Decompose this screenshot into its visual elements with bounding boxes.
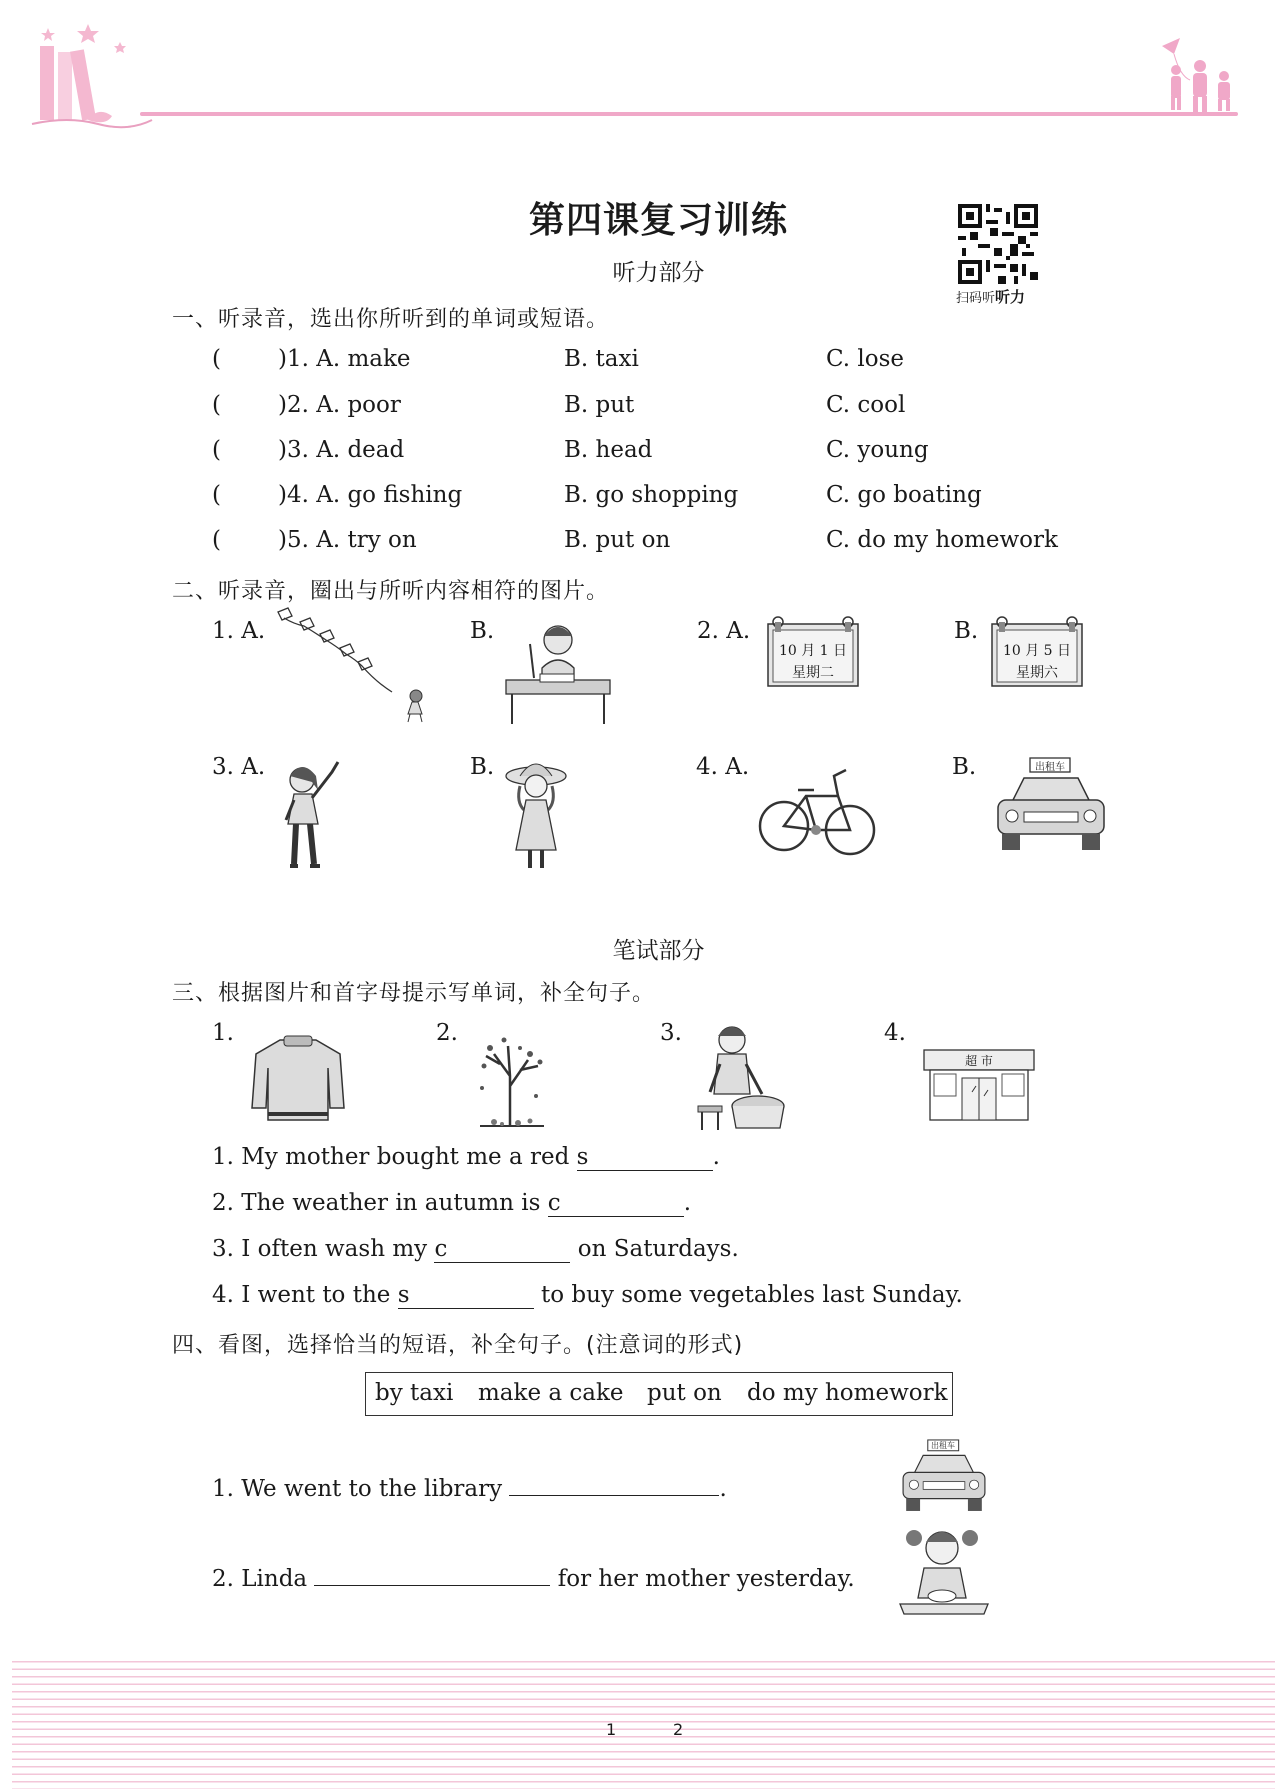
calendar-date: 10 月 5 日: [1002, 643, 1072, 659]
boy-washing-clothes-image: [696, 1020, 786, 1134]
calendar-weekday: 星期六: [1016, 665, 1058, 681]
option-a: )4. A. go fishing: [278, 482, 463, 508]
q2-option-a-label: 2. A.: [697, 618, 751, 644]
answer-paren[interactable]: (: [212, 527, 221, 553]
s3-sentence-1: [212, 1144, 720, 1171]
taxi-image[interactable]: [994, 756, 1108, 856]
listening-section-title: 听力部分: [612, 260, 705, 286]
phrase-option: make a cake: [478, 1380, 624, 1406]
sentence-text-end: .: [712, 1144, 720, 1170]
option-c: C. cool: [826, 392, 906, 418]
section1-item: [212, 527, 1112, 557]
hint-letter: c: [434, 1236, 448, 1262]
s3-pic-label: 3.: [660, 1020, 682, 1046]
autumn-tree-image: [470, 1026, 552, 1130]
qr-caption: [956, 286, 1025, 307]
header-kids-kite-decoration: [1160, 36, 1240, 116]
option-c: C. young: [826, 437, 929, 463]
sentence-text-end: to buy some vegetables last Sunday.: [533, 1282, 963, 1308]
s3-sentence-2: [212, 1190, 691, 1217]
writing-section-title: 笔试部分: [612, 938, 705, 964]
section2-heading: 二、听录音，圈出与所听内容相符的图片。: [172, 579, 610, 604]
sentence-text-end: .: [719, 1476, 727, 1502]
girl-putting-on-clothes-image[interactable]: [276, 756, 346, 880]
option-a: )5. A. try on: [278, 527, 417, 553]
sentence-text: 2. Linda: [212, 1566, 315, 1592]
girl-making-cake-image: [896, 1524, 992, 1620]
q4-option-b-label: B.: [952, 754, 977, 780]
answer-paren[interactable]: (: [212, 392, 221, 418]
s3-sentence-4: [212, 1282, 963, 1309]
supermarket-image: [922, 1048, 1036, 1122]
sentence-text-end: on Saturdays.: [570, 1236, 739, 1262]
section1-item: [212, 392, 1112, 422]
q2-option-b-label: B.: [954, 618, 979, 644]
answer-blank[interactable]: [434, 1236, 570, 1263]
answer-blank[interactable]: [509, 1475, 719, 1496]
option-a: )1. A. make: [278, 346, 411, 372]
sentence-text: 2. The weather in autumn is: [212, 1190, 548, 1216]
page-title: 第四课复习训练: [528, 199, 788, 241]
q3-option-a-label: 3. A.: [212, 754, 266, 780]
option-b: B. put on: [564, 527, 671, 553]
calendar-oct-1-image[interactable]: [764, 614, 862, 690]
hint-letter: s: [576, 1144, 589, 1170]
option-a: )3. A. dead: [278, 437, 405, 463]
sentence-text: 1. My mother bought me a red: [212, 1144, 577, 1170]
option-c: C. do my homework: [826, 527, 1058, 553]
hint-letter: s: [397, 1282, 410, 1308]
answer-paren[interactable]: (: [212, 346, 221, 372]
phrase-bank: [365, 1372, 953, 1416]
phrase-option: by taxi: [375, 1380, 454, 1406]
q3-option-b-label: B.: [470, 754, 495, 780]
calendar-oct-5-image[interactable]: [988, 614, 1086, 690]
footer-stripes: [12, 1655, 1275, 1789]
sentence-text: 4. I went to the: [212, 1282, 398, 1308]
taxi-sign: 出租车: [1035, 762, 1065, 773]
s4-sentence-1: [212, 1475, 727, 1502]
section1-item: [212, 482, 1112, 512]
s4-sentence-2: [212, 1565, 855, 1592]
answer-blank[interactable]: [577, 1144, 713, 1171]
header-logo-decoration: [28, 20, 154, 132]
option-a: )2. A. poor: [278, 392, 401, 418]
hint-letter: c: [547, 1190, 561, 1216]
q1-option-a-label: 1. A.: [212, 618, 266, 644]
s3-sentence-3: [212, 1236, 739, 1263]
taxi-small-image: [900, 1438, 988, 1516]
market-sign: 超 市: [965, 1054, 993, 1068]
sentence-text-end: for her mother yesterday.: [550, 1566, 855, 1592]
sweater-image: [250, 1034, 346, 1124]
option-c: C. lose: [826, 346, 905, 372]
sentence-text: 3. I often wash my: [212, 1236, 435, 1262]
header-rule: [140, 112, 1238, 116]
answer-blank[interactable]: [398, 1282, 534, 1309]
calendar-weekday: 星期二: [792, 665, 834, 681]
s3-pic-label: 2.: [436, 1020, 458, 1046]
taxi-sign: 出租车: [931, 1441, 955, 1450]
option-b: B. go shopping: [564, 482, 739, 508]
girl-doing-homework-image[interactable]: [500, 618, 616, 728]
page-number-right: 2: [673, 1720, 684, 1739]
calendar-date: 10 月 1 日: [778, 643, 848, 659]
phrase-option: do my homework: [747, 1380, 948, 1406]
section1-heading: 一、听录音，选出你所听到的单词或短语。: [172, 307, 610, 332]
phrase-option: put on: [647, 1380, 722, 1406]
section1-item: [212, 437, 1112, 467]
qr-code[interactable]: [958, 204, 1038, 284]
sentence-text: 1. We went to the library: [212, 1476, 510, 1502]
section4-heading: 四、看图，选择恰当的短语，补全句子。(注意词的形式): [172, 1333, 744, 1358]
section3-heading: 三、根据图片和首字母提示写单词，补全句子。: [172, 981, 656, 1006]
option-b: B. put: [564, 392, 635, 418]
option-b: B. taxi: [564, 346, 639, 372]
qr-caption-prefix: 扫码听: [956, 291, 996, 306]
option-c: C. go boating: [826, 482, 982, 508]
q4-option-a-label: 4. A.: [696, 754, 750, 780]
option-b: B. head: [564, 437, 653, 463]
s3-pic-label: 4.: [884, 1020, 906, 1046]
answer-paren[interactable]: (: [212, 437, 221, 463]
answer-blank[interactable]: [314, 1565, 550, 1586]
qr-caption-strong: 听力: [995, 288, 1026, 306]
bicycle-image[interactable]: [758, 756, 878, 864]
answer-paren[interactable]: (: [212, 482, 221, 508]
s3-pic-label: 1.: [212, 1020, 234, 1046]
kite-flying-image[interactable]: [270, 604, 430, 724]
answer-blank[interactable]: [548, 1190, 684, 1217]
section1-item: [212, 346, 1112, 376]
q1-option-b-label: B.: [470, 618, 495, 644]
girl-in-sunhat-image[interactable]: [502, 756, 572, 876]
sentence-text-end: .: [683, 1190, 692, 1216]
page-number-left: 1: [606, 1720, 617, 1739]
